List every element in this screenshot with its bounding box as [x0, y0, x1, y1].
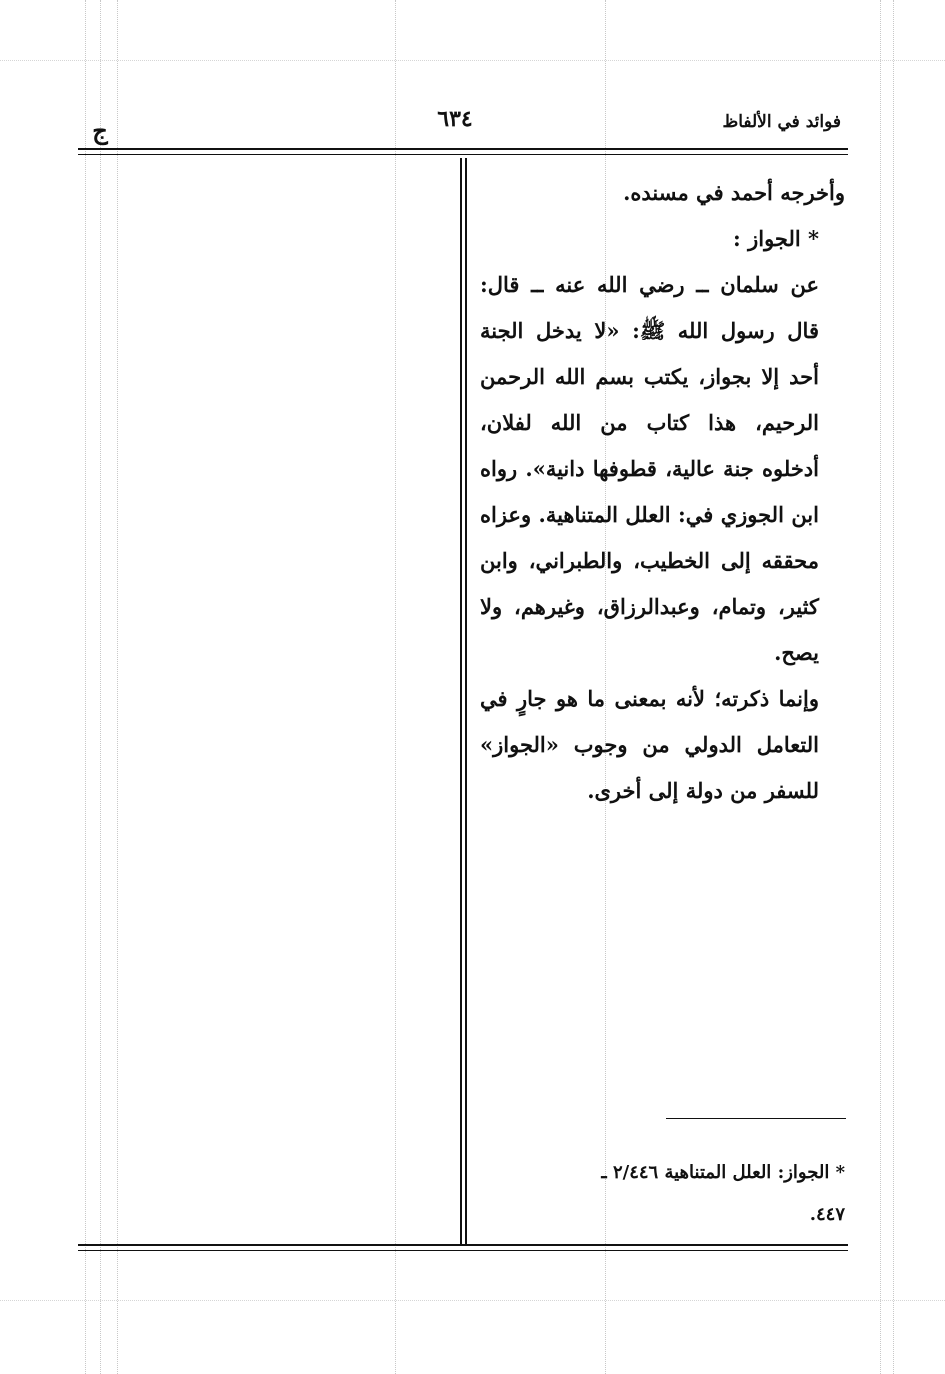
footnote-line: ٤٤٧. — [809, 1204, 845, 1225]
scan-guide-line — [117, 0, 118, 1374]
header-rule-thin — [78, 154, 848, 155]
margin-letter: ج — [92, 116, 108, 145]
running-header-title: فوائد في الألفاظ — [722, 112, 841, 132]
footnote — [480, 1152, 845, 1236]
main-text-column — [480, 170, 845, 814]
scan-guide-line — [85, 0, 86, 1374]
column-divider — [465, 158, 467, 1246]
section-heading: * الجواز : — [733, 226, 819, 251]
header-rule — [78, 148, 848, 150]
scan-guide-line — [893, 0, 894, 1374]
paragraph: عن سلمان ــ رضي الله عنه ــ قال: قال رسول الله ﷺ: «لا يدخل الجنة أحد إلا بجواز، يكتب بسم الله الرحمن الرحيم، هذا كتاب من الله لفلان، أدخلوه جنة عالية، قطوفها دانية». رواه ابن الجوزي في: العلل المتناهية. وعزاه محققه إلى الخطيب، والطبراني، وابن كثير، وتمام، وعبدالرزاق، وغيرهم، ولا يصح. — [480, 272, 819, 665]
text-line: وأخرجه أحمد في مسنده. — [623, 180, 845, 205]
page-number: ٦٣٤ — [437, 106, 473, 132]
scan-guide-line — [0, 1300, 945, 1301]
scan-guide-line — [395, 0, 396, 1374]
footer-rule-thin — [78, 1250, 848, 1251]
footnote-separator — [666, 1118, 846, 1119]
footnote-line: * الجواز: العلل المتناهية ٢/٤٤٦ ـ — [601, 1162, 845, 1183]
paragraph: وإنما ذكرته؛ لأنه بمعنى ما هو جارٍ في التعامل الدولي من وجوب «الجواز» للسفر من دولة إلى أخرى. — [480, 686, 819, 803]
scan-guide-line — [100, 0, 101, 1374]
scan-guide-line — [880, 0, 881, 1374]
scan-guide-line — [0, 60, 945, 61]
column-divider — [460, 158, 462, 1246]
footer-rule — [78, 1244, 848, 1246]
